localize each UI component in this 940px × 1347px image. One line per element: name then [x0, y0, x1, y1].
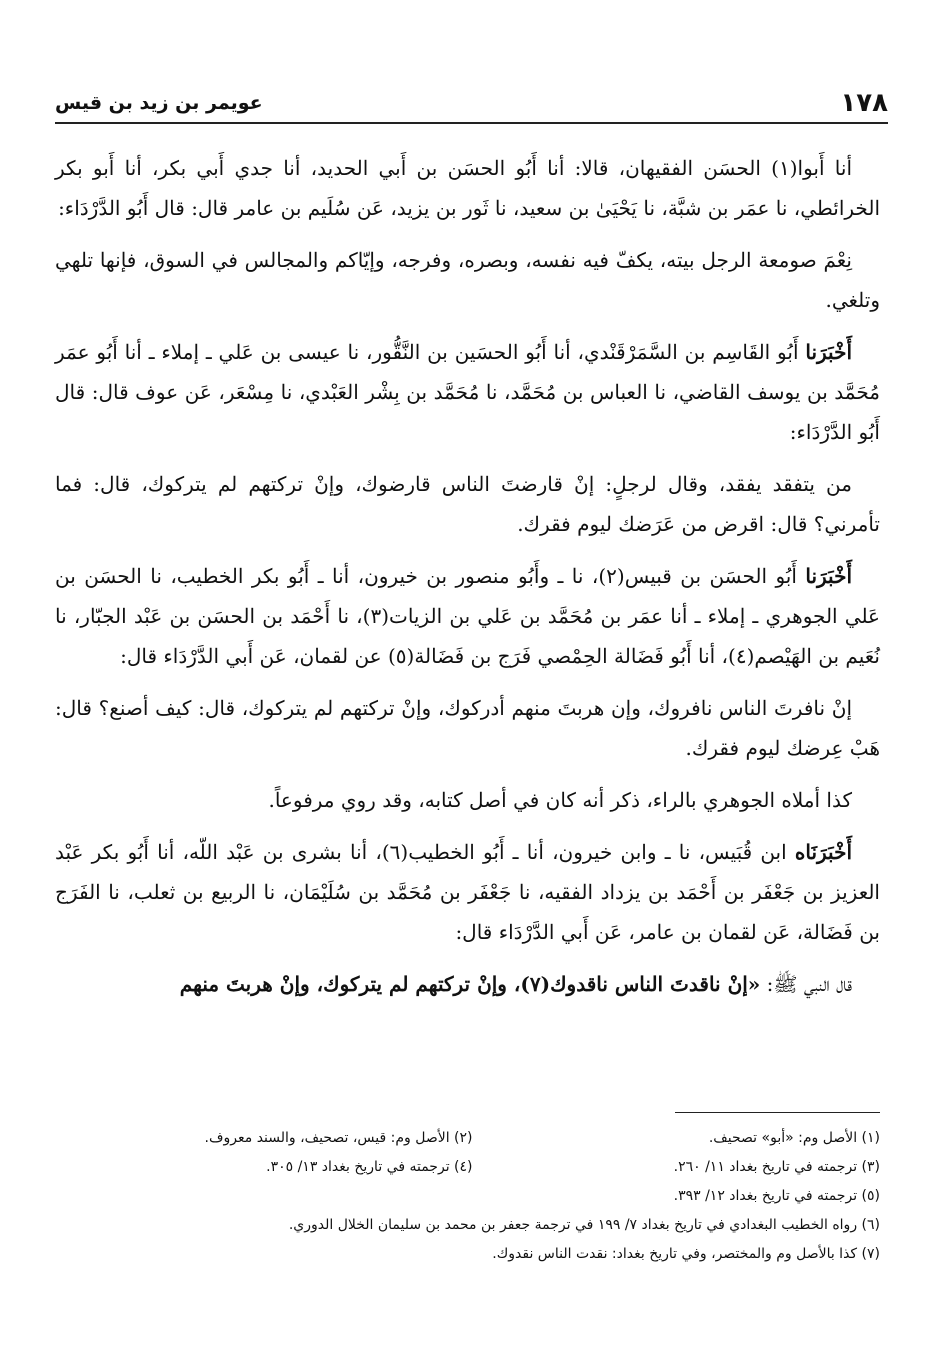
paragraph-1: أنا أَبوا(١) الحسَن الفقيهان، قالا: أنا أَبُو الحسَن بن أَبي الحديد، أنا جدي أَبي بكر، أنا أَبو بكر الخرائطي، نا عمَر بن شبَّة، نا يَحْيَىٰ بن سعيد، نا ثَور بن يزيد، عَن سُلَيم بن عامر قال: قال أَبُو الدَّرْدَاء: — [55, 156, 880, 220]
paragraph-9-plain: قال النبي ﷺ: — [760, 972, 852, 996]
footnote-1: (١) الأصل وم: «أبو» تصحيف. — [708, 1130, 880, 1146]
paragraph-6: إنْ نافرتَ الناس نافروك، وإن هربتَ منهم أدركوك، وإنْ تركتهم لم يتركوك، قال: كيف أصنع؟ قال: هَبْ عِرضك ليوم فقرك. — [55, 696, 880, 760]
footnote-row — [65, 1240, 880, 1269]
footnote-row — [65, 1124, 880, 1153]
footnote-5: (٥) ترجمته في تاريخ بغداد ١٢/ ٣٩٣. — [673, 1188, 880, 1204]
main-text — [55, 148, 880, 1004]
footnote-row — [65, 1182, 880, 1211]
paragraph-5-text: أَبُو الحسَن بن قبيس(٢)، نا ـ وأَبُو منصور بن خيرون، أنا ـ أَبُو بكر الخطيب، نا الحسَن بن عَلي الجوهري ـ إملاء ـ أنا عمَر بن مُحَمَّد بن عَلي بن الزيات(٣)، نا أَحْمَد بن الحسَن بن عَبْد الجبّار، نا نُعَيم بن الهَيْصم(٤)، أنا أَبُو فَضَالة الحِمْصي فَرَج بن فَضَالة(٥) عن لقمان، عَن أَبي الدَّرْدَاء قال: — [55, 564, 880, 668]
paragraph-4: من يتفقد يفقد، وقال لرجلٍ: إنْ قارضتَ الناس قارضوك، وإنْ تركتهم لم يتركوك، قال: فما تأمرني؟ قال: اقرض من عَرَضك ليوم فقرك. — [55, 472, 880, 536]
hadith-text: «إنْ ناقدتَ الناس ناقدوك(٧)، وإنْ تركتهم لم يتركوك، وإنْ هربتَ منهم — [179, 972, 761, 996]
running-title: عويمر بن زيد بن قيس — [55, 92, 263, 114]
paragraph-8-text: ابن قُبَيس، نا ـ وابن خيرون، أنا ـ أَبُو الخطيب(٦)، أنا بشرى بن عَبْد اللّه، أنا أَبُو بكر عَبْد العزيز بن جَعْفَر بن أَحْمَد بن يزداد الفقيه، نا جَعْفَر بن مُحَمَّد بن سُلَيْمَان، نا الربيع بن ثعلب، نا الفَرَج بن فَضَالة، عَن لقمان بن عامر، عَن أَبي الدَّرْدَاء قال: — [55, 840, 880, 944]
paragraph-3-text: أَبُو القَاسِم بن السَّمَرْقَنْدي، أنا أَبُو الحسَين بن النَّقُّور، نا عيسى بن عَلي ـ إملاء ـ أنا أَبُو عمَر مُحَمَّد بن يوسف القاضي، نا العباس بن مُحَمَّد، نا مُحَمَّد بن بِشْر العَبْدي، نا مِسْعَر، عَن عوف قال: قال أَبُو الدَّرْدَاء: — [55, 340, 880, 444]
akhbaranah-lead: أَخْبَرَنَاه — [794, 840, 853, 864]
footnote-3: (٣) ترجمته في تاريخ بغداد ١١/ ٢٦٠. — [673, 1159, 880, 1175]
footnotes — [65, 1124, 880, 1269]
page-number: ١٧٨ — [840, 88, 888, 118]
paragraph-5 — [55, 556, 880, 676]
footnote-row — [65, 1211, 880, 1240]
paragraph-8 — [55, 832, 880, 952]
footnote-4: (٤) ترجمته في تاريخ بغداد ١٣/ ٣٠٥. — [266, 1159, 473, 1175]
footnote-7: (٧) كذا بالأصل وم والمختصر، وفي تاريخ بغداد: نقدت الناس نقدوك. — [492, 1246, 880, 1262]
footnote-divider — [675, 1112, 880, 1113]
footnote-row — [65, 1153, 880, 1182]
paragraph-7: كذا أملاه الجوهري بالراء، ذكر أنه كان في أصل كتابه، وقد روي مرفوعاً. — [268, 788, 852, 812]
footnote-2: (٢) الأصل وم: قيس، تصحيف، والسند معروف. — [204, 1130, 473, 1146]
page-header — [55, 88, 888, 124]
akhbarana-lead: أَخْبَرَنا — [805, 564, 853, 588]
akhbarana-lead: أَخْبَرَنا — [805, 340, 852, 364]
paragraph-3 — [55, 332, 880, 452]
paragraph-2: نِعْمَ صومعة الرجل بيته، يكفّ فيه نفسه، وبصره، وفرجه، وإيّاكم والمجالس في السوق، فإنها تلهي وتلغي. — [55, 248, 880, 312]
footnote-6: (٦) رواه الخطيب البغدادي في تاريخ بغداد ٧/ ١٩٩ في ترجمة جعفر بن محمد بن سليمان الخلال الدوري. — [288, 1217, 880, 1233]
paragraph-9 — [55, 964, 880, 1004]
